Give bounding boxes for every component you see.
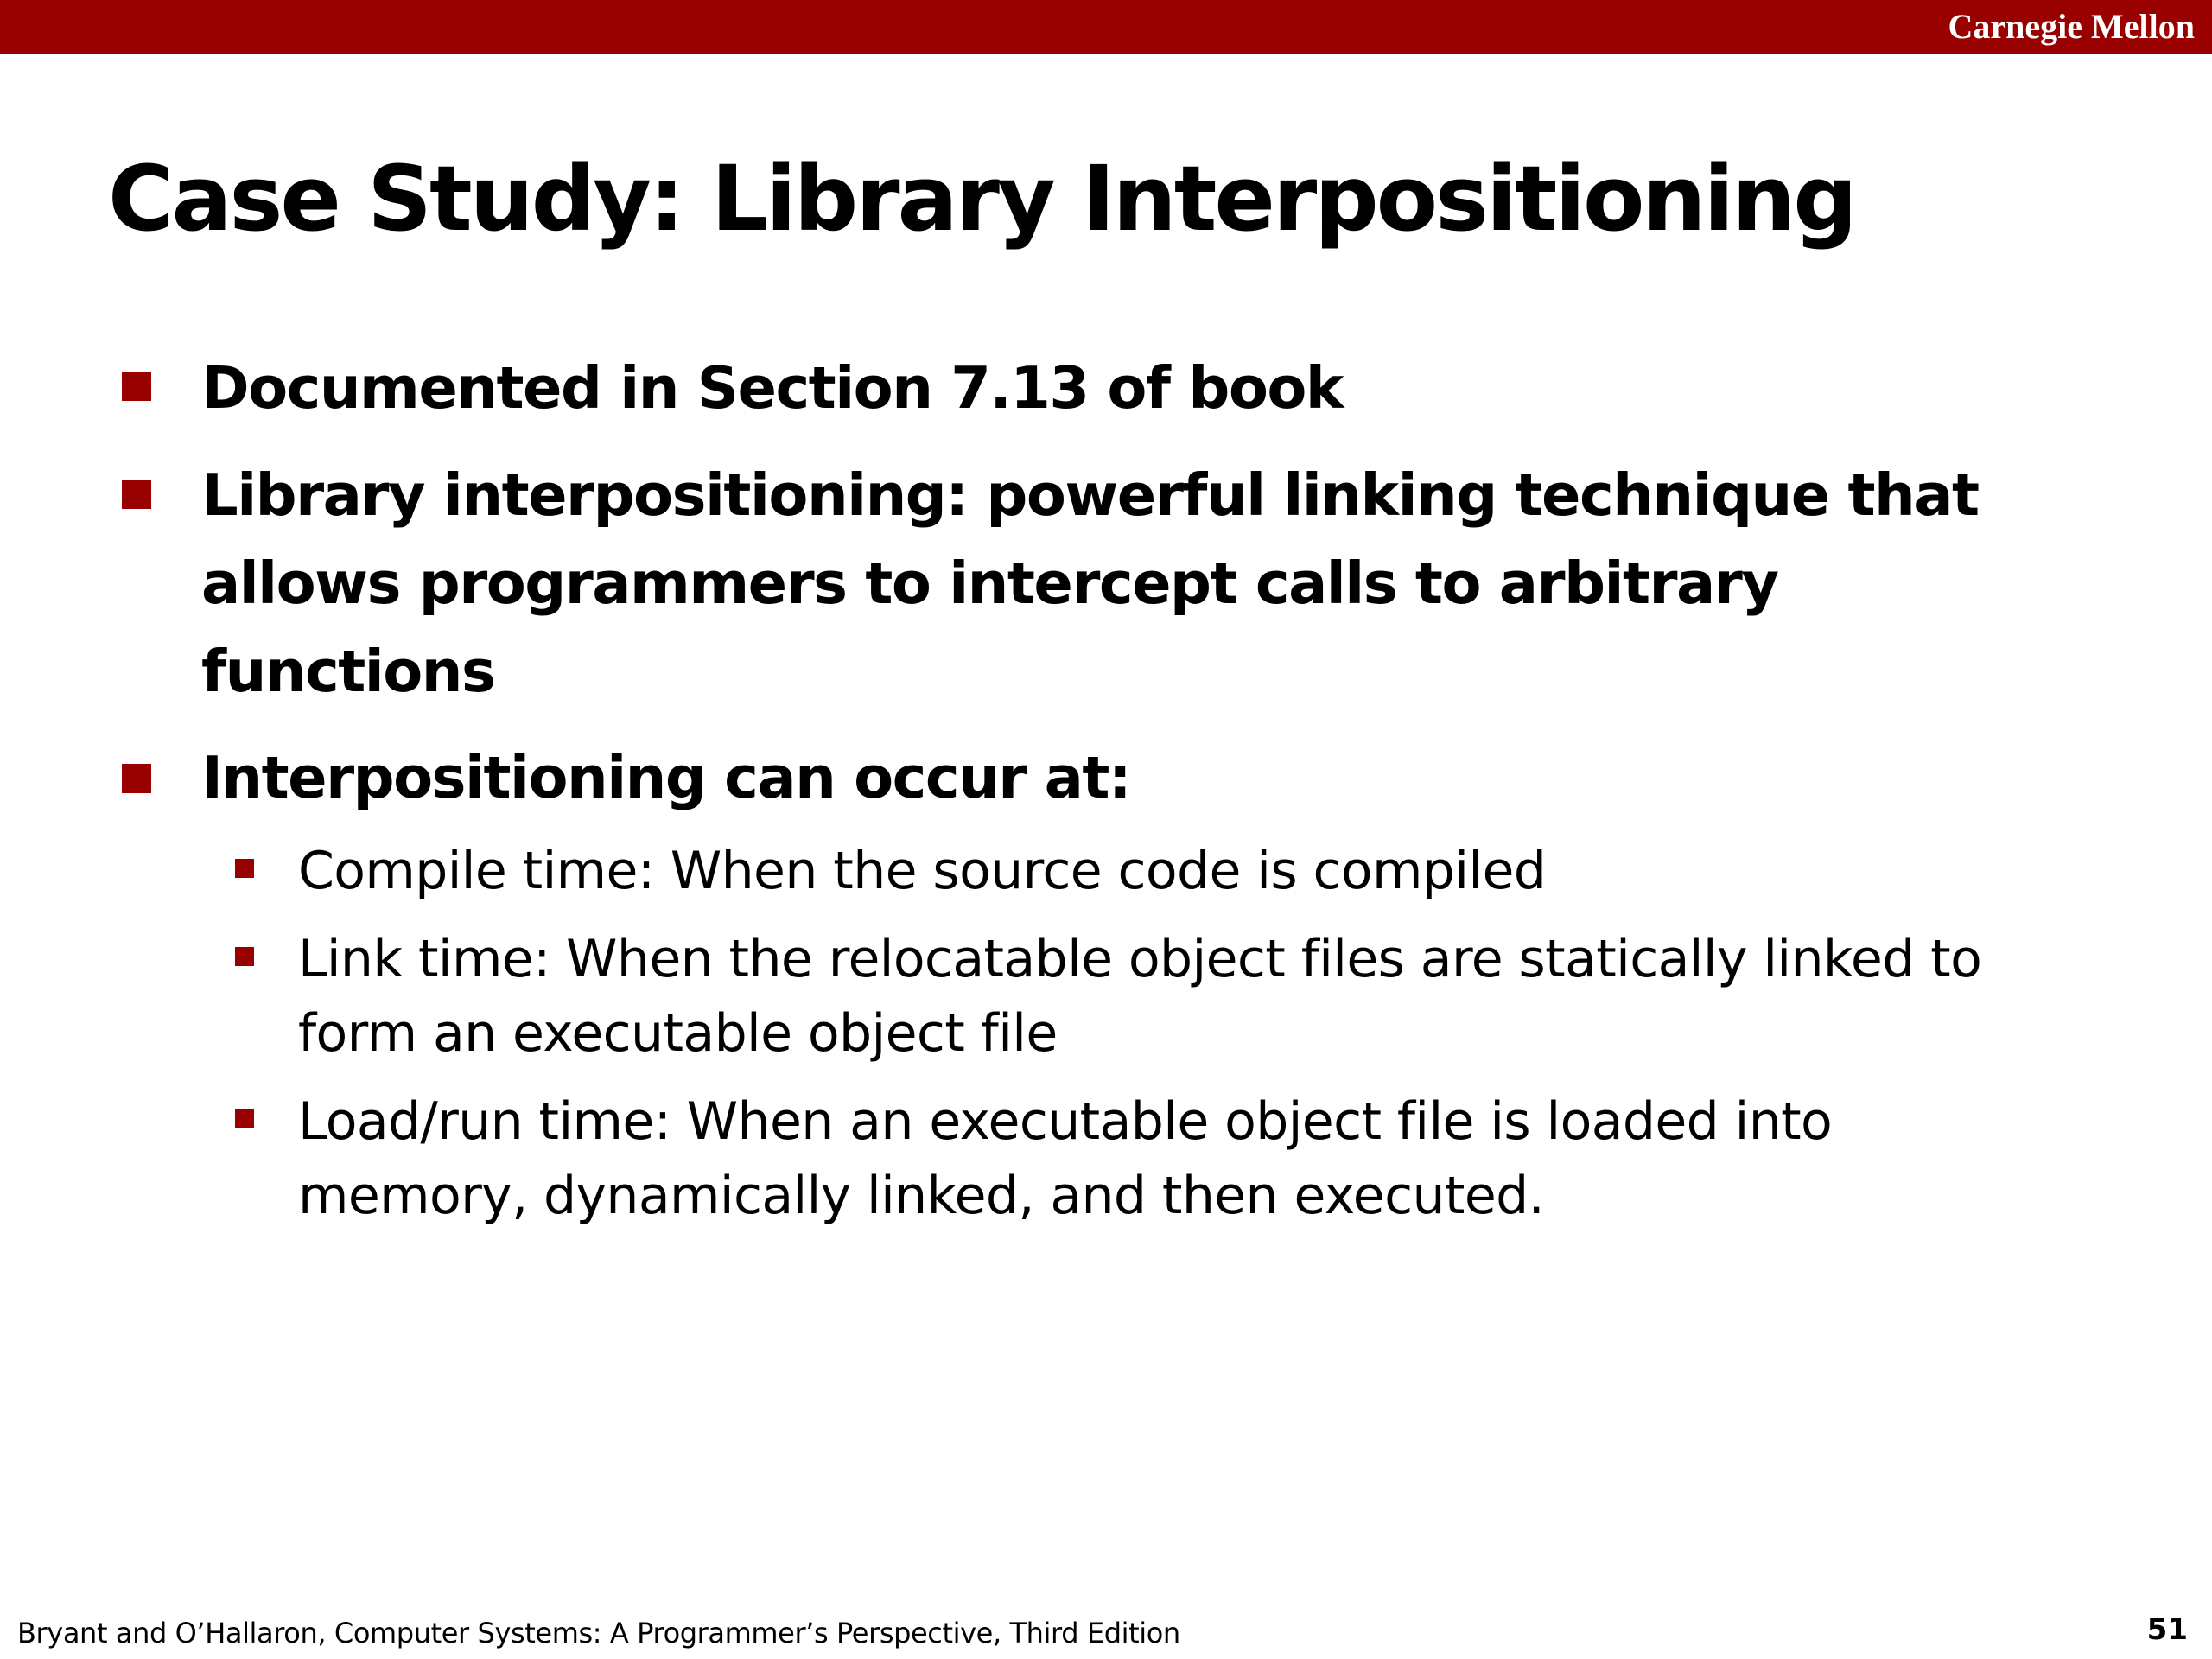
bullet-square-icon xyxy=(122,480,151,509)
page-number: 51 xyxy=(2146,1612,2188,1647)
bullet-text: Library interpositioning: powerful linking technique that allows programmers to intercept calls to arbitrary functions xyxy=(201,461,1979,705)
bullet-text: Interpositioning can occur at: xyxy=(201,744,1131,811)
sub-bullet-square-icon xyxy=(235,859,254,878)
sub-bullet-text: Load/run time: When an executable object file is loaded into memory, dynamically linked, and then executed. xyxy=(298,1091,1833,1226)
sub-bullet-text: Link time: When the relocatable object files are statically linked to form an executable object file xyxy=(298,929,1982,1064)
brand-label: Carnegie Mellon xyxy=(1948,7,2195,46)
slide-title: Case Study: Library Interpositioning xyxy=(108,146,1855,251)
bullet-square-icon xyxy=(122,372,151,401)
footer-citation: Bryant and O’Hallaron, Computer Systems: A Programmer’s Perspective, Third Edition xyxy=(17,1617,1180,1649)
sub-bullet-text: Compile time: When the source code is compiled xyxy=(298,841,1547,901)
bullet-text: Documented in Section 7.13 of book xyxy=(201,354,1343,422)
sub-bullet-square-icon xyxy=(235,947,254,966)
sub-bullet-square-icon xyxy=(235,1109,254,1128)
bullet-square-icon xyxy=(122,764,151,793)
header-bar xyxy=(0,0,2212,54)
